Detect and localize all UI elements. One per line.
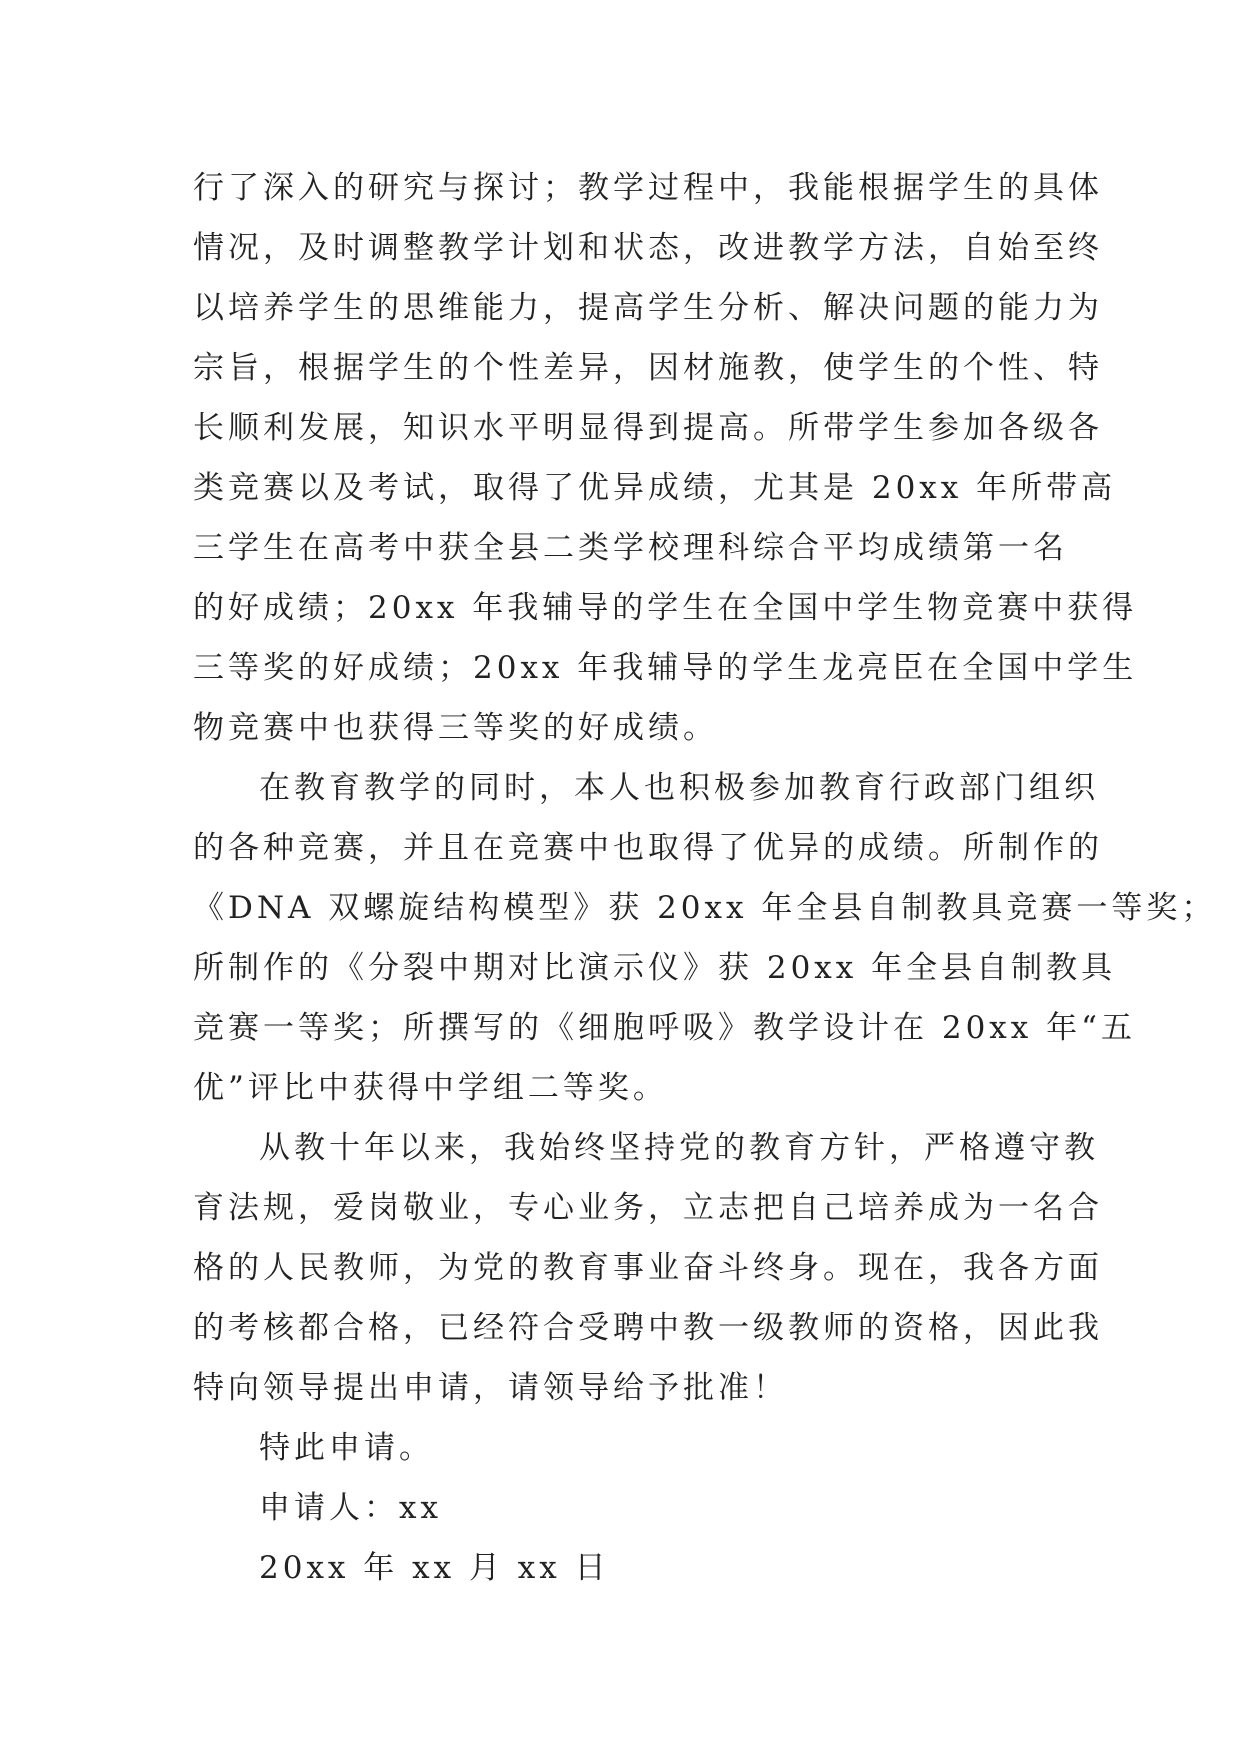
text-line: 宗旨，根据学生的个性差异，因材施教，使学生的个性、特: [193, 350, 1103, 386]
text-line: 所制作的《分裂中期对比演示仪》获 20xx 年全县自制教具: [193, 950, 1117, 986]
applicant-name: 申请人：xx: [259, 1490, 442, 1526]
text-line: 行了深入的研究与探讨；教学过程中，我能根据学生的具体: [193, 170, 1103, 206]
text-line: 长顺利发展，知识水平明显得到提高。所带学生参加各级各: [193, 410, 1103, 446]
text-line: 竞赛一等奖；所撰写的《细胞呼吸》教学设计在 20xx 年“五: [193, 1010, 1136, 1046]
text-line: 三等奖的好成绩；20xx 年我辅导的学生龙亮臣在全国中学生: [193, 650, 1138, 686]
text-line: 三学生在高考中获全县二类学校理科综合平均成绩第一名: [193, 530, 1068, 566]
closing-phrase: 特此申请。: [259, 1430, 434, 1466]
text-line: 《DNA 双螺旋结构模型》获 20xx 年全县自制教具竞赛一等奖；: [193, 890, 1217, 926]
text-line: 类竞赛以及考试，取得了优异成绩，尤其是 20xx 年所带高: [193, 470, 1117, 506]
text-line: 育法规，爱岗敬业，专心业务，立志把自己培养成为一名合: [193, 1190, 1103, 1226]
text-line: 以培养学生的思维能力，提高学生分析、解决问题的能力为: [193, 290, 1103, 326]
text-line: 优”评比中获得中学组二等奖。: [193, 1070, 668, 1106]
paragraph-competitions: [193, 758, 1217, 1118]
text-line: 的各种竞赛，并且在竞赛中也取得了优异的成绩。所制作的: [193, 830, 1103, 866]
text-line: 的考核都合格，已经符合受聘中教一级教师的资格，因此我: [193, 1310, 1103, 1346]
document-body: [193, 158, 1217, 1598]
text-line: 的好成绩；20xx 年我辅导的学生在全国中学生物竞赛中获得: [193, 590, 1138, 626]
text-line: 物竞赛中也获得三等奖的好成绩。: [193, 710, 718, 746]
text-line: 格的人民教师，为党的教育事业奋斗终身。现在，我各方面: [193, 1250, 1103, 1286]
paragraph-teaching-results: [193, 158, 1138, 758]
text-line: 特向领导提出申请，请领导给予批准！: [193, 1370, 788, 1406]
text-line: 情况，及时调整教学计划和状态，改进教学方法，自始至终: [193, 230, 1103, 266]
text-line: 从教十年以来，我始终坚持党的教育方针，严格遵守教: [259, 1130, 1099, 1166]
paragraph-application-request: [193, 1118, 1103, 1418]
text-line: 在教育教学的同时，本人也积极参加教育行政部门组织: [259, 770, 1099, 806]
application-date: 20xx 年 xx 月 xx 日: [259, 1550, 610, 1586]
